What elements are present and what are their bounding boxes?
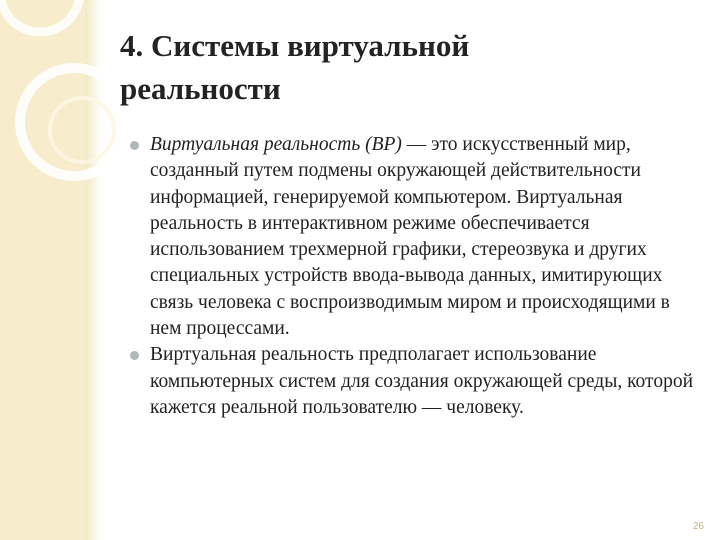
bullet-dot-icon	[130, 351, 139, 360]
slide-title	[120, 24, 680, 110]
ring-upper	[0, 0, 80, 32]
bullet-1-text: — это искусственный мир, созданный путем подмены окружающей действительности информацией, генерируемой компьютером. Виртуальная реальность в интерактивном режиме обеспечивается использованием трехмерной графики, стереозвука и других специальных устройств ввода-вывода данных, имитирующих связь человека с воспроизводимым миром и происходящими в нем процессами.	[150, 134, 670, 340]
bullet-item-2	[130, 342, 700, 421]
slide-title-line-2: реальности	[120, 71, 281, 106]
bullet-list	[130, 132, 700, 421]
slide-title-line-1: 4. Системы виртуальной	[120, 28, 470, 63]
bullet-2-text: Виртуальная реальность предполагает использование компьютерных систем для создания окружающей среды, которой кажется реальной пользователю — человеку.	[150, 344, 694, 418]
bullet-dot-icon	[130, 141, 139, 150]
bullet-item-1	[130, 132, 700, 342]
bullet-1-term: Виртуальная реальность (ВР)	[150, 134, 402, 155]
decorative-rings-graphic	[0, 0, 140, 200]
ring-inner	[50, 98, 114, 162]
page-number: 26	[692, 521, 704, 532]
